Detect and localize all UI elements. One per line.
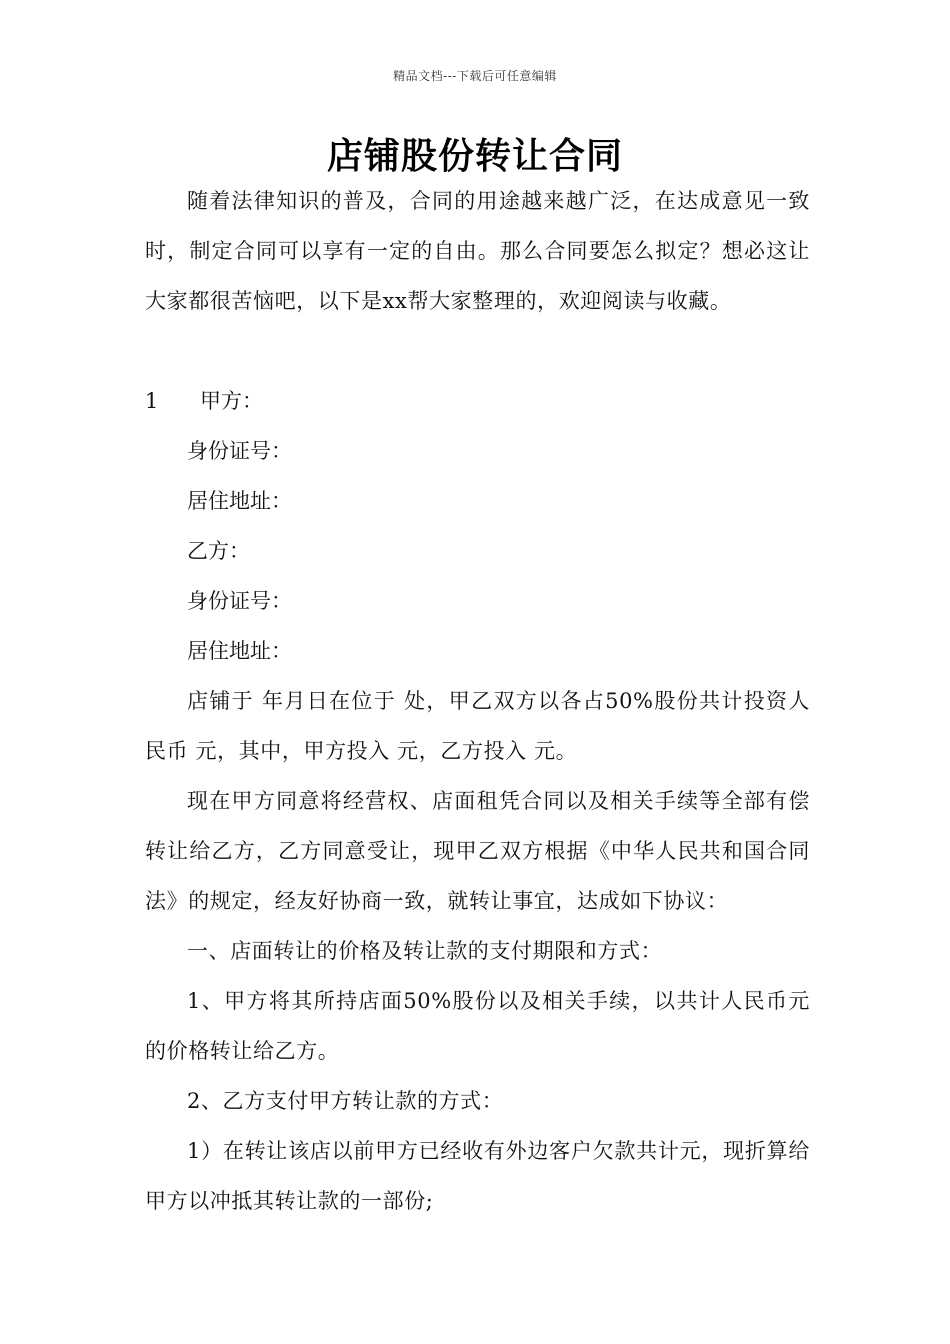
field-line: 身份证号： (187, 439, 292, 463)
section-heading: 一、店面转让的价格及转让款的支付期限和方式： (187, 939, 663, 963)
contract-body (145, 676, 810, 1226)
field-line: 身份证号： (187, 589, 292, 613)
body-paragraph: 2、乙方支付甲方转让款的方式： (187, 1089, 504, 1113)
intro-section (145, 176, 810, 326)
party-a-label: 甲方： (200, 389, 263, 413)
intro-paragraph: 随着法律知识的普及，合同的用途越来越广泛，在达成意见一致时，制定合同可以享有一定的自由。那么合同要怎么拟定？想必这让大家都很苦恼吧，以下是xx帮大家整理的，欢迎阅读与收藏。 (145, 189, 810, 313)
header-note: 精品文档---下载后可任意编辑 (393, 69, 557, 83)
body-paragraph: 1）在转让该店以前甲方已经收有外边客户欠款共计元，现折算给甲方以冲抵其转让款的一部份; (145, 1139, 810, 1213)
body-paragraph: 1、甲方将其所持店面50%股份以及相关手续，以共计人民币元的价格转让给乙方。 (145, 989, 810, 1063)
document-title: 店铺股份转让合同 (326, 136, 623, 177)
field-line: 居住地址： (187, 489, 292, 513)
field-line: 居住地址： (187, 639, 292, 663)
section-number: 1 (145, 389, 159, 413)
field-line: 乙方： (187, 539, 250, 563)
party-fields (145, 426, 810, 676)
party-a-heading (145, 376, 263, 426)
body-paragraph: 店铺于 年月日在位于 处，甲乙双方以各占50%股份共计投资人民币 元，其中，甲方投入 元，乙方投入 元。 (145, 689, 810, 763)
body-paragraph: 现在甲方同意将经营权、店面租凭合同以及相关手续等全部有偿转让给乙方，乙方同意受让，现甲乙双方根据《中华人民共和国合同法》的规定，经友好协商一致，就转让事宜，达成如下协议： (145, 789, 810, 913)
